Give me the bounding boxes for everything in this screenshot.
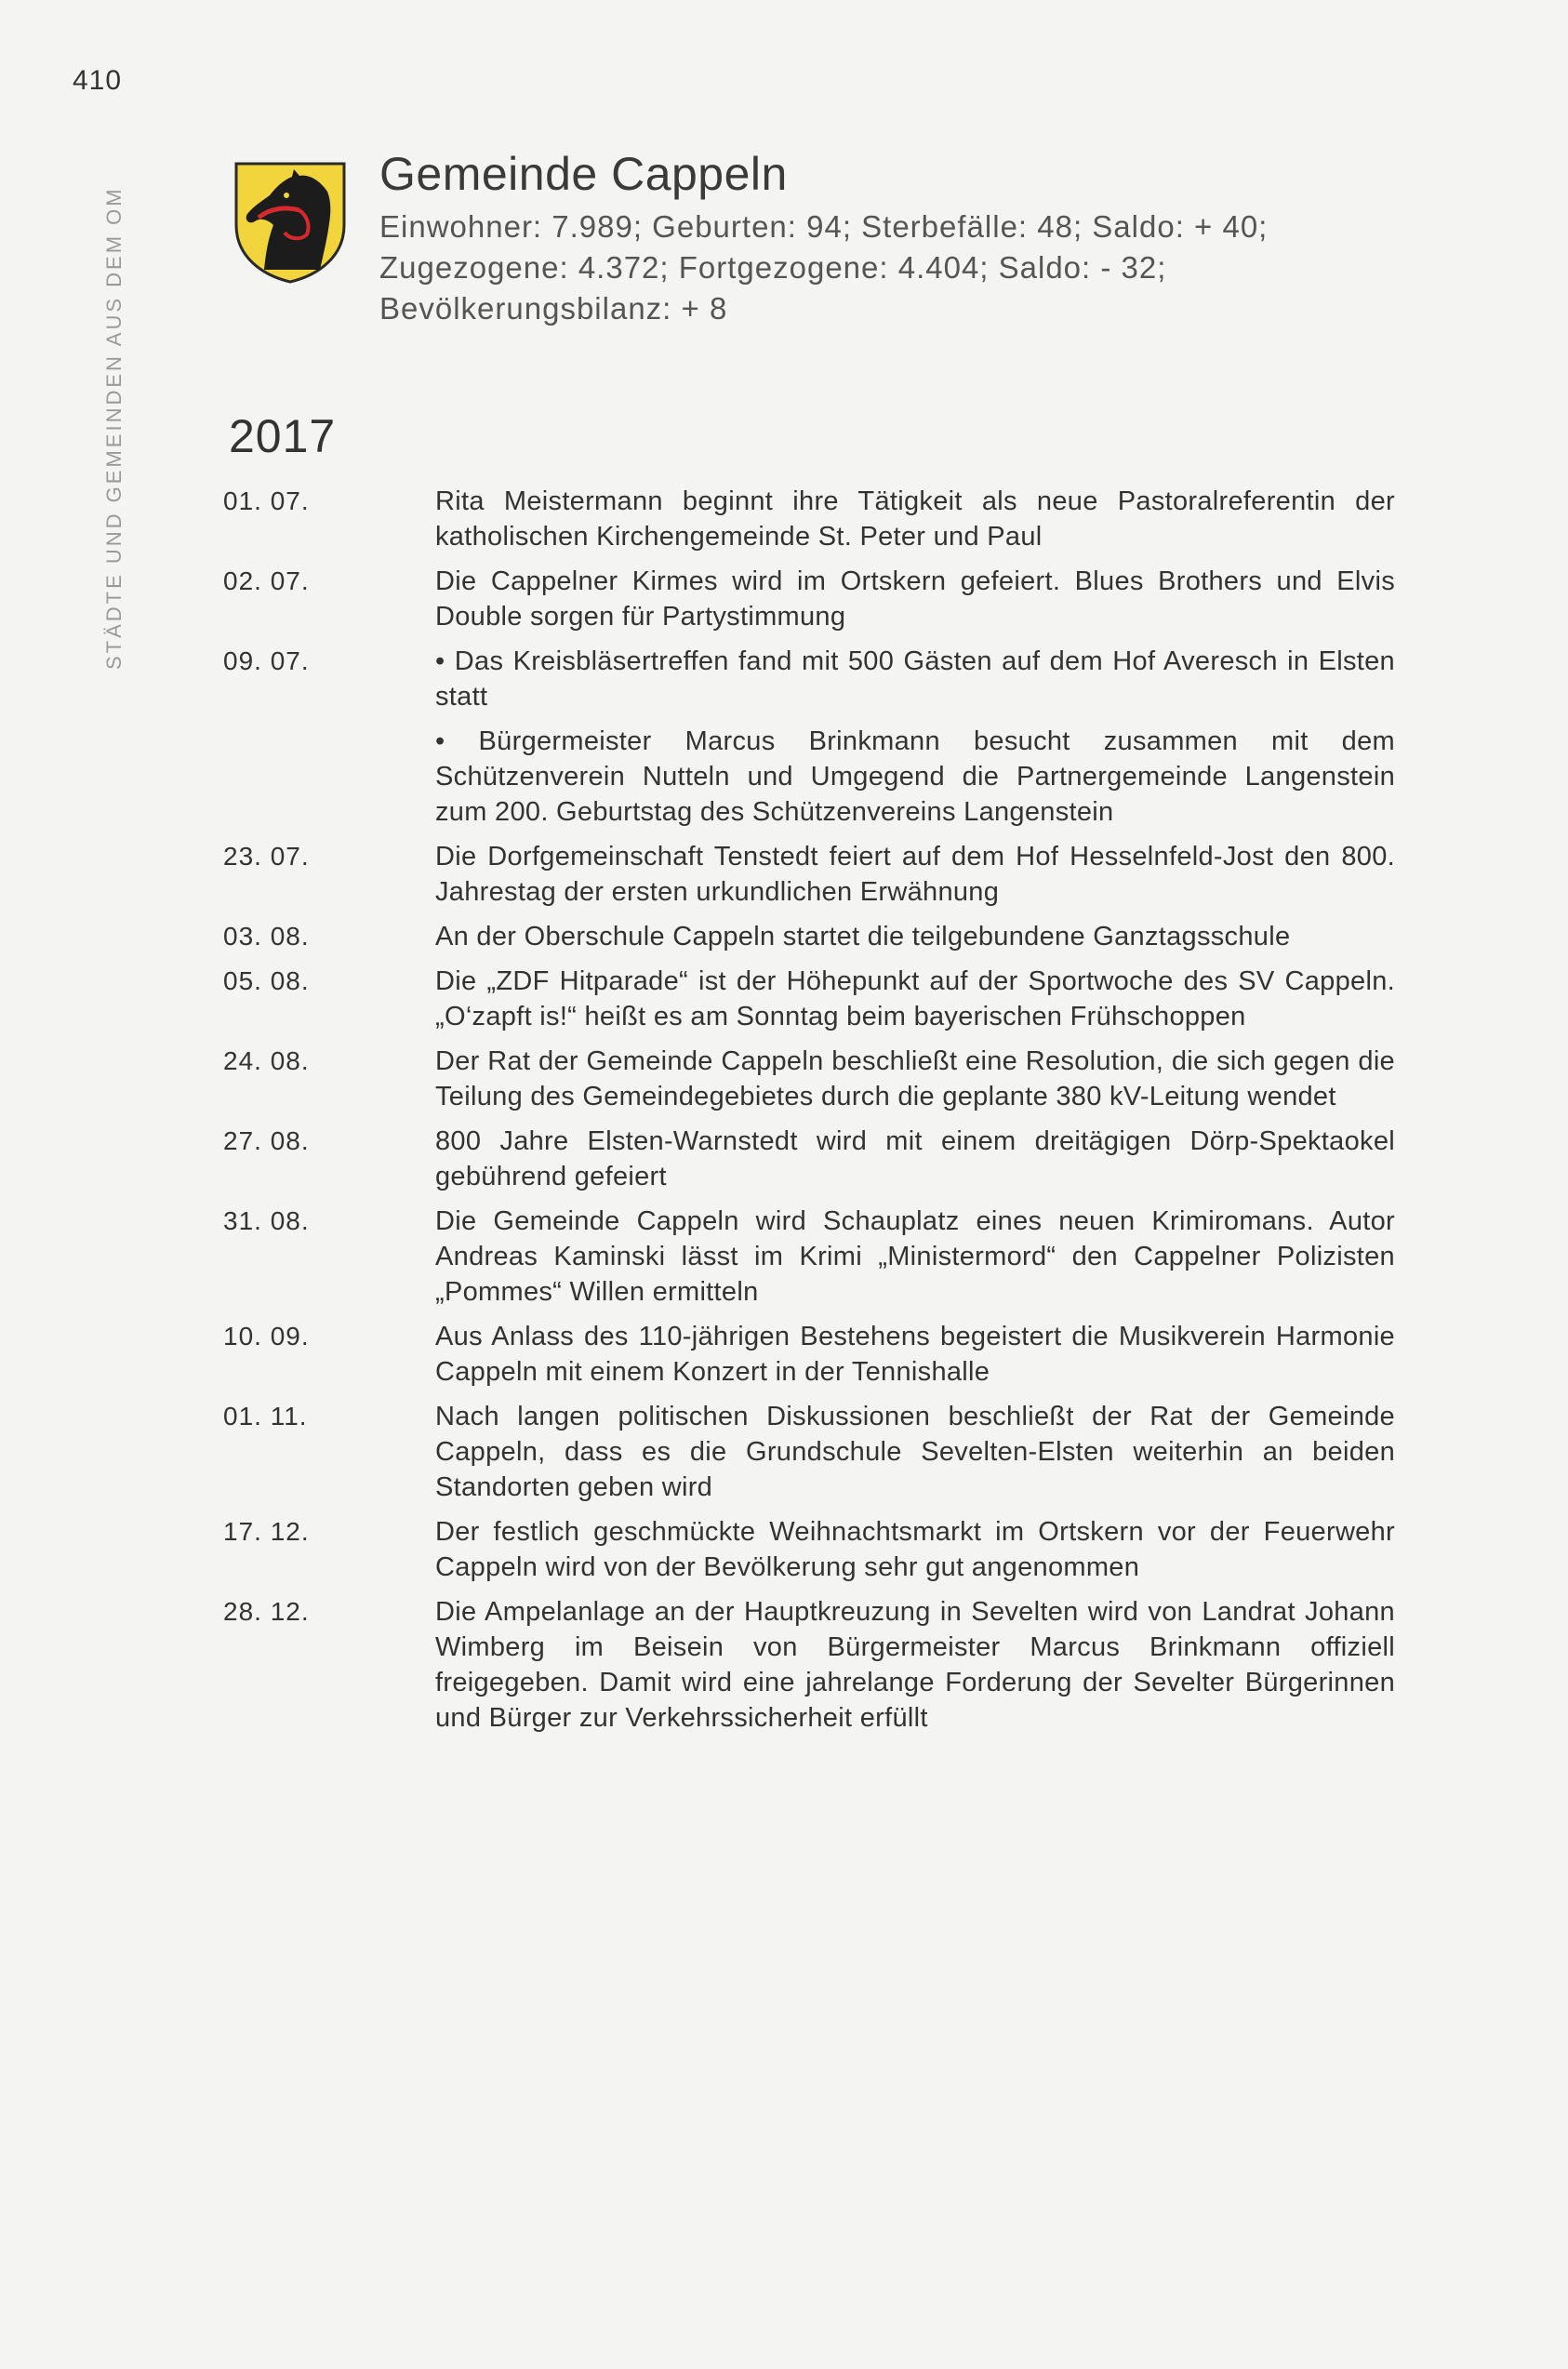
event-date: 31. 08. — [223, 1206, 310, 1235]
event-paragraph: Die Ampelanlage an der Hauptkreuzung in Sevelten wird von Landrat Johann Wimberg im Beisein von Bürgermeister Marcus Brinkmann offiziell freigegeben. Damit wird eine jahrelange Forderung der Sevelter Bürgerinnen und Bürger zur Verkehrssicherheit erfüllt — [435, 1597, 1395, 1733]
stats-line: Bevölkerungsbilanz: + 8 — [379, 291, 728, 326]
coat-of-arms-icon — [233, 160, 348, 285]
event-description — [435, 964, 1395, 1034]
event-description — [435, 919, 1395, 954]
event-paragraph: Nach langen politischen Diskussionen beschließt der Rat der Gemeinde Cappeln, dass es die Grundschule Sevelten-Elsten weiterhin an beiden Standorten geben wird — [435, 1402, 1395, 1502]
year-heading: 2017 — [229, 410, 337, 462]
event-date: 02. 07. — [223, 566, 310, 595]
event-description — [435, 1594, 1395, 1736]
event-row — [223, 1319, 1395, 1390]
event-paragraph: Der Rat der Gemeinde Cappeln beschließt eine Resolution, die sich gegen die Teilung des Gemeindegebietes durch die geplante 380 kV-Leitung wendet — [435, 1046, 1395, 1111]
side-section-label: STÄDTE UND GEMEINDEN AUS DEM OM — [102, 186, 126, 670]
event-description — [435, 1044, 1395, 1114]
event-row — [223, 919, 1395, 954]
municipality-header — [379, 147, 1440, 329]
event-date: 05. 08. — [223, 966, 310, 995]
event-paragraph: Die „ZDF Hitparade“ ist der Höhepunkt auf der Sportwoche des SV Cappeln. „O‘zapft is!“ heißt es am Sonntag beim bayerischen Frühschoppen — [435, 966, 1395, 1031]
event-row — [223, 1044, 1395, 1114]
event-row — [223, 1399, 1395, 1505]
crest-eye — [284, 193, 289, 198]
event-paragraph: Rita Meistermann beginnt ihre Tätigkeit als neue Pastoralreferentin der katholischen Kirchengemeinde St. Peter und Paul — [435, 486, 1395, 552]
event-row — [223, 1204, 1395, 1310]
event-paragraph: Die Gemeinde Cappeln wird Schauplatz eines neuen Krimiromans. Autor Andreas Kaminski lässt im Krimi „Ministermord“ den Cappelner Polizisten „Pommes“ Willen ermitteln — [435, 1206, 1395, 1307]
event-date: 23. 07. — [223, 842, 310, 871]
event-description — [435, 1319, 1395, 1390]
event-row — [223, 839, 1395, 910]
stats-line: Zugezogene: 4.372; Fortgezogene: 4.404; Saldo: - 32; — [379, 250, 1167, 285]
event-date: 03. 08. — [223, 922, 310, 951]
event-row — [223, 1124, 1395, 1194]
event-paragraph: • Das Kreisbläsertreffen fand mit 500 Gästen auf dem Hof Averesch in Elsten statt — [435, 646, 1395, 712]
event-date: 09. 07. — [223, 646, 310, 675]
event-description — [435, 1204, 1395, 1310]
event-paragraph: An der Oberschule Cappeln startet die teilgebundene Ganztagsschule — [435, 922, 1291, 952]
event-description — [435, 1124, 1395, 1194]
event-date: 17. 12. — [223, 1517, 310, 1546]
event-paragraph: Die Dorfgemeinschaft Tenstedt feiert auf dem Hof Hesselnfeld-Jost den 800. Jahrestag der ersten urkundlichen Erwähnung — [435, 842, 1395, 907]
event-date: 10. 09. — [223, 1322, 310, 1351]
event-row — [223, 1514, 1395, 1585]
event-description — [435, 564, 1395, 634]
event-date: 01. 07. — [223, 486, 310, 515]
event-description — [435, 1399, 1395, 1505]
event-list — [223, 484, 1395, 1736]
event-paragraph: Der festlich geschmückte Weihnachtsmarkt im Ortskern vor der Feuerwehr Cappeln wird von der Bevölkerung sehr gut angenommen — [435, 1517, 1395, 1582]
page-number: 410 — [73, 65, 123, 96]
event-paragraph: Aus Anlass des 110-jährigen Bestehens begeistert die Musikverein Harmonie Cappeln mit einem Konzert in der Tennishalle — [435, 1322, 1395, 1387]
event-description — [435, 839, 1395, 910]
event-row — [223, 484, 1395, 554]
event-paragraph: 800 Jahre Elsten-Warnstedt wird mit einem dreitägigen Dörp-Spektaokel gebührend gefeiert — [435, 1126, 1395, 1191]
event-row — [223, 564, 1395, 634]
event-date: 28. 12. — [223, 1597, 310, 1626]
event-row — [223, 644, 1395, 830]
event-date: 24. 08. — [223, 1046, 310, 1075]
municipality-title: Gemeinde Cappeln — [379, 148, 788, 200]
event-description — [435, 1514, 1395, 1585]
event-date: 27. 08. — [223, 1126, 310, 1155]
stats-line: Einwohner: 7.989; Geburten: 94; Sterbefälle: 48; Saldo: + 40; — [379, 209, 1269, 244]
event-date: 01. 11. — [223, 1402, 308, 1431]
event-row — [223, 1594, 1395, 1736]
event-paragraph: Die Cappelner Kirmes wird im Ortskern gefeiert. Blues Brothers und Elvis Double sorgen für Partystimmung — [435, 566, 1395, 632]
event-paragraph: • Bürgermeister Marcus Brinkmann besucht zusammen mit dem Schützenverein Nutteln und Umgegend die Partnergemeinde Langenstein zum 200. Geburtstag des Schützenvereins Langenstein — [435, 726, 1395, 827]
event-row — [223, 964, 1395, 1034]
event-description — [435, 644, 1395, 830]
event-description — [435, 484, 1395, 554]
